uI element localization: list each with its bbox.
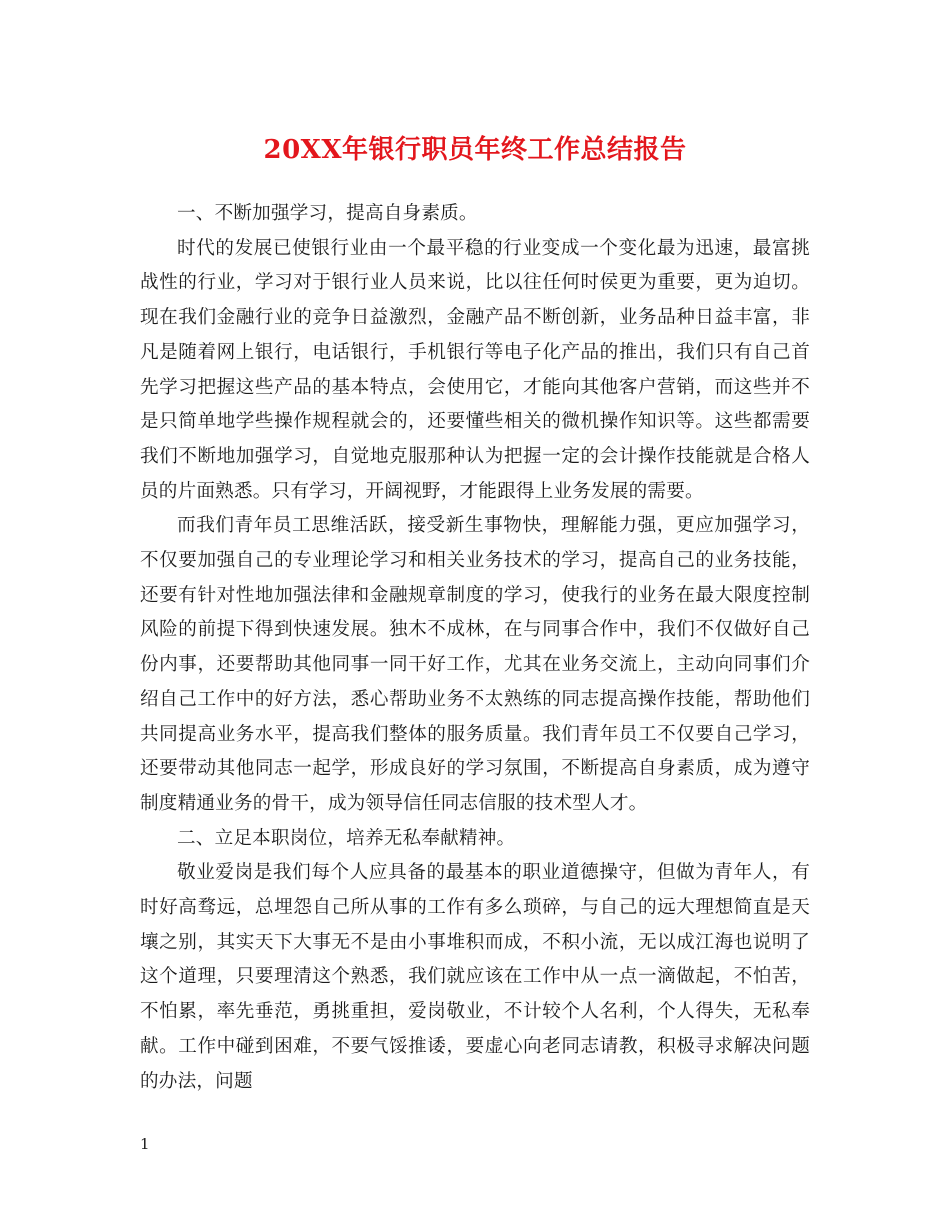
paragraph: 敬业爱岗是我们每个人应具备的最基本的职业道德操守，但做为青年人，有时好高骛远，总埋怨自己所从事的工作有多么琐碎，与自己的远大理想简直是天壤之别，其实天下大事无不是由小事堆积而成，不积小流，无以成江海也说明了这个道理，只要理清这个熟悉，我们就应该在工作中从一点一滴做起，不怕苦，不怕累，率先垂范，勇挑重担，爱岗敬业，不计较个人名利，个人得失，无私奉献。工作中碰到困难，不要气馁推诿，要虚心向老同志请教，积极寻求解决问题的办法，问题 <box>140 862 810 1092</box>
section-heading-1: 一、不断加强学习，提高自身素质。 <box>177 203 478 224</box>
paragraph: 时代的发展已使银行业由一个最平稳的行业变成一个变化最为迅速，最富挑战性的行业，学习对于银行业人员来说，比以往任何时侯更为重要，更为迫切。现在我们金融行业的竞争日益激烈，金融产品不断创新，业务品种日益丰富，非凡是随着网上银行，电话银行，手机银行等电子化产品的推出，我们只有自己首先学习把握这些产品的基本特点，会使用它，才能向其他客户营销，而这些并不是只简单地学些操作规程就会的，还要懂些相关的微机操作知识等。这些都需要我们不断地加强学习，自觉地克服那种认为把握一定的会计操作技能就是合格人员的片面熟悉。只有学习，开阔视野，才能跟得上业务发展的需要。 <box>140 237 810 502</box>
paragraph: 而我们青年员工思维活跃，接受新生事物快，理解能力强，更应加强学习，不仅要加强自己的专业理论学习和相关业务技术的学习，提高自己的业务技能，还要有针对性地加强法律和金融规章制度的学习，使我行的业务在最大限度控制风险的前提下得到快速发展。独木不成林，在与同事合作中，我们不仅做好自己份内事，还要帮助其他同事一同干好工作，尤其在业务交流上，主动向同事们介绍自己工作中的好方法，悉心帮助业务不太熟练的同志提高操作技能，帮助他们共同提高业务水平，提高我们整体的服务质量。我们青年员工不仅要自己学习，还要带动其他同志一起学，形成良好的学习氛围，不断提高自身素质，成为遵守制度精通业务的骨干，成为领导信任同志信服的技术型人才。 <box>140 515 810 814</box>
document-title: 20XX年银行职员年终工作总结报告 <box>263 135 687 165</box>
document-body <box>140 197 810 1099</box>
section-heading-2: 二、立足本职岗位，培养无私奉献精神。 <box>177 827 516 849</box>
page-number: 1 <box>140 1135 150 1153</box>
